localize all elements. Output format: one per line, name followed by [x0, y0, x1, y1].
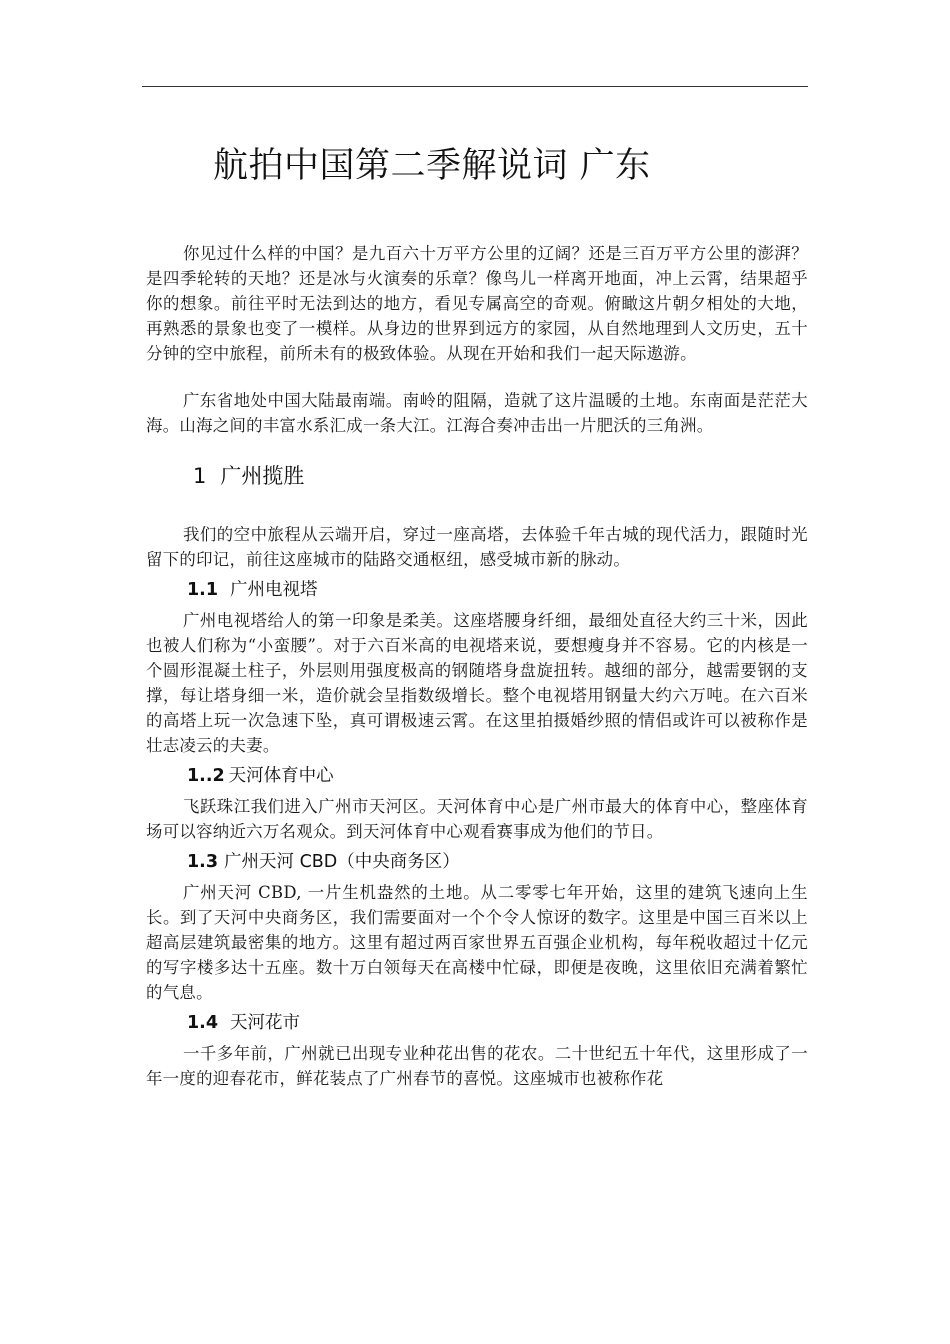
- subsection-heading: [187, 1011, 808, 1035]
- section-number: 1: [193, 464, 207, 488]
- subsection-title: 广州天河 CBD（中央商务区）: [224, 852, 460, 872]
- document-title: 航拍中国第二季解说词 广东: [213, 146, 651, 186]
- subsection-number: 1.1: [187, 580, 219, 600]
- subsection-paragraph: 飞跃珠江我们进入广州市天河区。天河体育中心是广州市最大的体育中心，整座体育场可以容纳近六万名观众。到天河体育中心观看赛事成为他们的节日。: [146, 797, 808, 841]
- subsection-heading: [187, 578, 808, 602]
- intro-paragraph-1: 你见过什么样的中国？是九百六十万平方公里的辽阔？还是三百万平方公里的澎湃？是四季轮转的天地？还是冰与火演奏的乐章？像鸟儿一样离开地面，冲上云霄，结果超乎你的想象。前往平时无法到达的地方，看见专属高空的奇观。俯瞰这片朝夕相处的大地，再熟悉的景象也变了一模样。从身边的世界到远方的家园，从自然地理到人文历史，五十分钟的空中旅程，前所未有的极致体验。从现在开始和我们一起天际遨游。: [146, 244, 808, 363]
- subsection-paragraph: 广州电视塔给人的第一印象是柔美。这座塔腰身纤细，最细处直径大约三十米，因此也被人们称为“小蛮腰”。对于六百米高的电视塔来说，要想瘦身并不容易。它的内核是一个圆形混凝土柱子，外层则用强度极高的钢随塔身盘旋扭转。越细的部分，越需要钢的支撑，每让塔身细一米，造价就会呈指数级增长。整个电视塔用钢量大约六万吨。在六百米的高塔上玩一次急速下坠，真可谓极速云霄。在这里拍摄婚纱照的情侣或许可以被称作是壮志凌云的夫妻。: [146, 611, 808, 755]
- subsection-number: 1..2: [187, 766, 225, 786]
- subsection-number: 1.3: [187, 852, 219, 872]
- section-heading: [193, 461, 808, 491]
- section-intro-paragraph: 我们的空中旅程从云端开启，穿过一座高塔，去体验千年古城的现代活力，跟随时光留下的印记，前往这座城市的陆路交通枢纽，感受城市新的脉动。: [146, 525, 808, 569]
- subsection-title: 天河花市: [230, 1013, 301, 1033]
- subsection-paragraph: 一千多年前，广州就已出现专业种花出售的花农。二十世纪五十年代，这里形成了一年一度的迎春花市，鲜花装点了广州春节的喜悦。这座城市也被称作花: [146, 1044, 808, 1088]
- subsection-title: 天河体育中心: [228, 766, 334, 786]
- intro-paragraph-2: 广东省地处中国大陆最南端。南岭的阻隔，造就了这片温暖的土地。东南面是茫茫大海。山海之间的丰富水系汇成一条大江。江海合奏冲击出一片肥沃的三角洲。: [146, 391, 808, 435]
- subsection-heading: [187, 764, 808, 788]
- subsection-number: 1.4: [187, 1013, 219, 1033]
- subsection-paragraph: 广州天河 CBD, 一片生机盎然的土地。从二零零七年开始，这里的建筑飞速向上生长。到了天河中央商务区，我们需要面对一个个令人惊讶的数字。这里是中国三百米以上超高层建筑最密集的地方。这里有超过两百家世界五百强企业机构，每年税收超过十亿元的写字楼多达十五座。数十万白领每天在高楼中忙碌，即便是夜晚，这里依旧充满着繁忙的气息。: [146, 883, 808, 1002]
- subsection-title: 广州电视塔: [230, 580, 318, 600]
- header-rule: [142, 86, 808, 87]
- document-body: [146, 241, 808, 1091]
- subsection-heading: [187, 850, 808, 874]
- section-title: 广州揽胜: [220, 464, 305, 488]
